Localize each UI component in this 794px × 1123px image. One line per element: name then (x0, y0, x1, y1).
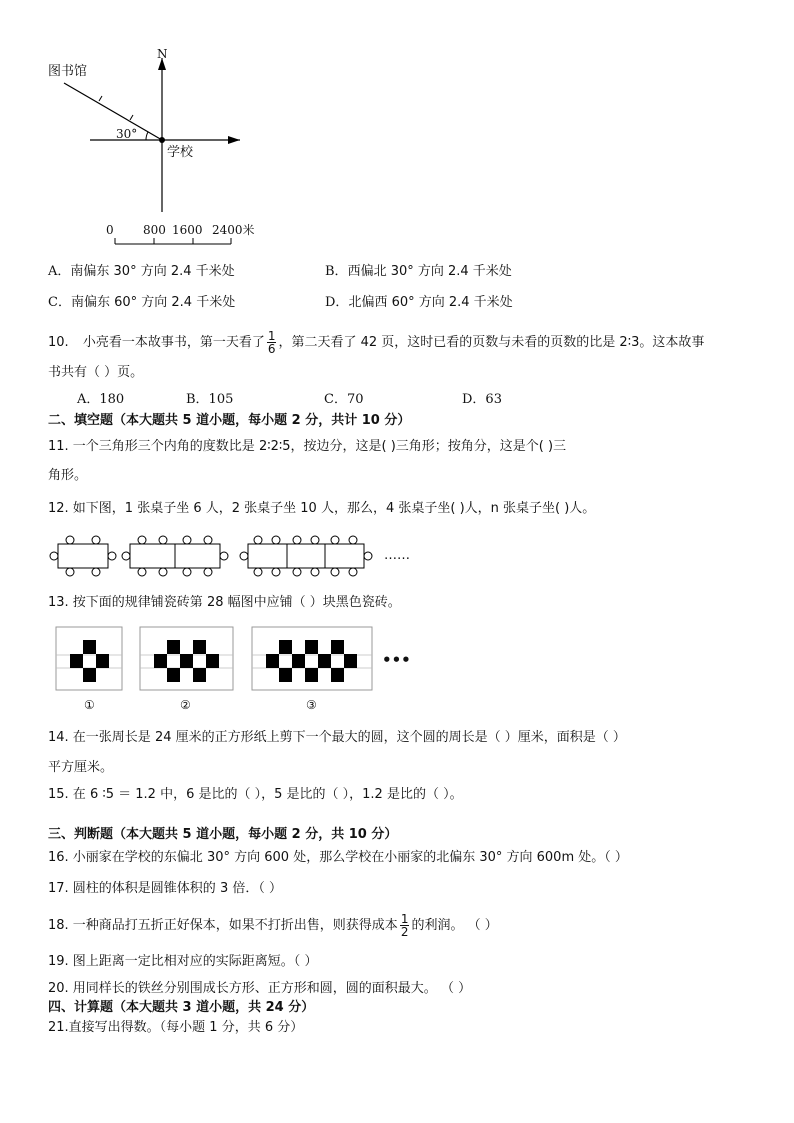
q14-line2: 平方厘米。 (48, 760, 114, 775)
scale-label-800: 800 (143, 223, 166, 237)
option-letter: B． (325, 264, 348, 279)
library-label: 图书馆 (48, 64, 88, 79)
question-text: 小亮看一本故事书，第一天看了 (82, 335, 265, 350)
q10-option-c[interactable]: C．70 (324, 392, 364, 407)
option-letter: D． (325, 295, 349, 310)
section-3-title: 三、判断题（本大题共 5 道小题，每小题 2 分，共 10 分） (48, 827, 398, 842)
scale-label-2400: 2400米 (212, 223, 255, 237)
q19-text: 19. 图上距离一定比相对应的实际距离短。（ ） (48, 954, 318, 969)
q16-text: 16. 小丽家在学校的东偏北 30° 方向 600 处，那么学校在小丽家的北偏东 30° 方向 600m 处。（ ） (48, 850, 628, 865)
section-4-title: 四、计算题（本大题共 3 道小题，共 24 分） (48, 1000, 315, 1015)
tile-label-2: ② (180, 698, 191, 712)
q18-part2: 的利润。 （ ） (411, 918, 498, 933)
q10-line2: 书共有（ ）页。 (48, 365, 144, 380)
tile-label-3: ③ (306, 698, 317, 712)
q18-text (48, 913, 498, 938)
section-2-title: 二、填空题（本大题共 5 道小题，每小题 2 分，共计 10 分） (48, 413, 411, 428)
question-number: 10. (48, 335, 69, 350)
option-text: 南偏东 60° 方向 2.4 千米处 (70, 295, 236, 310)
q17-text: 17. 圆柱的体积是圆锥体积的 3 倍．（ ） (48, 881, 282, 896)
scale-label-0: 0 (106, 223, 114, 237)
fraction: $\frac{1}{6}$ (267, 329, 276, 356)
fraction: $\frac{1}{2}$ (400, 912, 409, 939)
q10-option-d[interactable]: D．63 (462, 392, 502, 407)
q15-text: 15. 在 6 ∶5 ＝ 1.2 中，6 是比的（ ），5 是比的（ ），1.2 是比的（ ）。 (48, 787, 463, 802)
north-label: N (157, 47, 168, 61)
option-letter: A． (48, 264, 71, 279)
q14-line1: 14. 在一张周长是 24 厘米的正方形纸上剪下一个最大的圆，这个圆的周长是（ ）厘米，面积是（ ） (48, 730, 626, 745)
q11-line1: 11. 一个三角形三个内角的度数比是 2∶2∶5，按边分，这是( )三角形；按角分，这是个( )三 (48, 439, 567, 454)
q12-ellipsis: …… (384, 548, 410, 563)
q12-text: 12. 如下图，1 张桌子坐 6 人，2 张桌子坐 10 人，那么，4 张桌子坐( )人，n 张桌子坐( )人。 (48, 501, 596, 516)
angle-label: 30° (116, 127, 138, 141)
q20-text: 20. 用同样长的铁丝分别围成长方形、正方形和圆，圆的面积最大。 （ ） (48, 981, 472, 996)
tile-label-1: ① (84, 698, 95, 712)
q13-text: 13. 按下面的规律铺瓷砖第 28 幅图中应铺（ ）块黑色瓷砖。 (48, 595, 401, 610)
option-text: 北偏西 60° 方向 2.4 千米处 (348, 295, 513, 310)
option-text: 南偏东 30° 方向 2.4 千米处 (70, 264, 235, 279)
q10-option-a[interactable]: A．180 (77, 392, 125, 407)
question-text-cont: ，第二天看了 42 页，这时已看的页数与未看的页数的比是 2∶3。这本故事 (278, 335, 705, 350)
scale-label-1600: 1600 (172, 223, 203, 237)
option-letter: C． (48, 295, 71, 310)
q10-option-b[interactable]: B．105 (186, 392, 234, 407)
q13-ellipsis: ••• (382, 651, 411, 669)
q18-part1: 18. 一种商品打五折正好保本，如果不打折出售，则获得成本 (48, 918, 398, 933)
school-label: 学校 (167, 145, 194, 160)
q11-line2: 角形。 (48, 468, 88, 483)
q21-text: 21.直接写出得数。（每小题 1 分，共 6 分） (48, 1020, 304, 1035)
option-text: 西偏北 30° 方向 2.4 千米处 (347, 264, 512, 279)
